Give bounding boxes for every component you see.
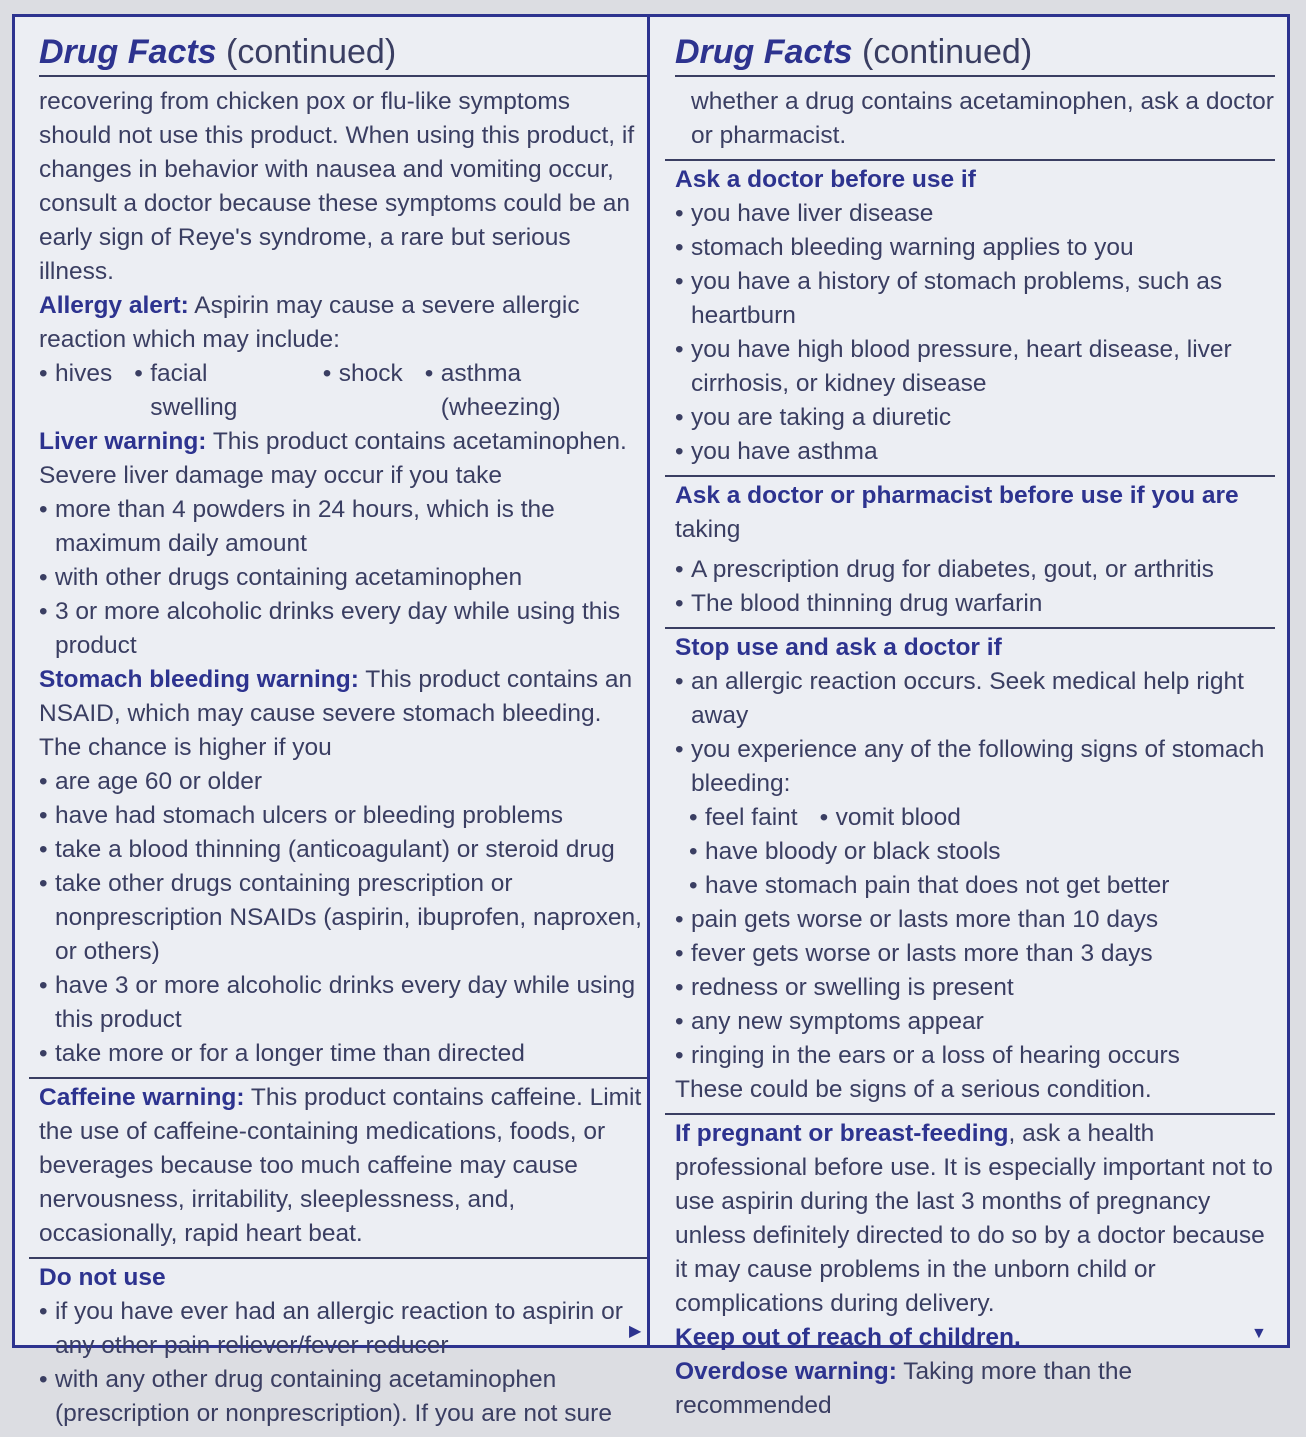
allergy-list — [39, 357, 647, 425]
list-item: • asthma (wheezing) — [424, 360, 561, 421]
keep-out-of-reach: Keep out of reach of children. — [675, 1324, 1021, 1351]
list-item: • facial swelling — [134, 360, 238, 421]
reye-text: recovering from chicken pox or flu-like symptoms should not use this product. When using this product, if changes in behavior with nausea and vomiting occur, consult a doctor because these symptoms could be an early sign of Reye's syndrome, a rare but serious illness. — [39, 88, 635, 285]
stomach-signs-row — [689, 801, 1275, 835]
ask-pharmacist-section — [665, 477, 1275, 629]
overdose-warning: Overdose warning: Taking more than the recommended — [675, 1358, 1133, 1419]
list-item: • you have a history of stomach problems, such as heartburn — [675, 268, 1223, 329]
list-item: • A prescription drug for diabetes, gout, or arthritis — [675, 556, 1214, 583]
caffeine-section — [29, 1079, 647, 1259]
continue-arrow-down-icon: ▼ — [1251, 1325, 1267, 1342]
list-item: • have stomach pain that does not get better — [689, 872, 1170, 899]
list-item: • have had stomach ulcers or bleeding problems — [39, 802, 563, 829]
list-item: • vomit blood — [819, 804, 961, 831]
list-item: • with any other drug containing acetaminophen (prescription or nonprescription). If you are not sure — [39, 1366, 612, 1427]
list-item: • fever gets worse or lasts more than 3 days — [675, 940, 1153, 967]
list-item: • with other drugs containing acetaminophen — [39, 564, 523, 591]
list-item: • pain gets worse or lasts more than 10 days — [675, 906, 1159, 933]
list-item: • if you have ever had an allergic reaction to aspirin or any other pain reliever/fever reducer — [39, 1298, 623, 1359]
list-item: • have 3 or more alcoholic drinks every day while using this product — [39, 972, 636, 1033]
allergy-alert: Allergy alert: Aspirin may cause a severe allergic reaction which may include: — [39, 292, 580, 353]
list-item: • you have high blood pressure, heart disease, liver cirrhosis, or kidney disease — [675, 336, 1232, 397]
liver-list — [39, 493, 647, 663]
list-item: • an allergic reaction occurs. Seek medical help right away — [675, 668, 1244, 729]
pregnancy-text: If pregnant or breast-feeding, ask a health professional before use. It is especially important not to use aspirin during the last 3 months of pregnancy unless definitely directed to do so by a doctor because it may cause problems in the unborn child or complications during delivery. — [675, 1120, 1273, 1317]
do-not-use-list — [39, 1295, 647, 1431]
stop-use-list-more — [675, 903, 1275, 1073]
right-intro-section — [665, 83, 1275, 161]
stop-use-list — [675, 665, 1275, 801]
continue-arrow-right-icon: ▶ — [629, 1323, 642, 1340]
stop-use-heading: Stop use and ask a doctor if — [675, 634, 1002, 661]
stomach-list — [39, 765, 647, 1071]
list-item: • feel faint — [689, 804, 798, 831]
list-item: • you have asthma — [675, 438, 878, 465]
caffeine-warning: Caffeine warning: This product contains caffeine. Limit the use of caffeine-containing medications, foods, or beverages because too much caffeine may cause nervousness, irritability, sleeplessness, and, occasionally, rapid heart beat. — [39, 1084, 642, 1247]
left-column — [29, 31, 647, 1427]
list-item: • ringing in the ears or a loss of hearing occurs — [675, 1042, 1180, 1069]
ask-pharmacist-heading: Ask a doctor or pharmacist before use if you are taking — [675, 482, 1239, 543]
list-item: • hives — [39, 360, 113, 387]
left-header: Drug Facts (continued) — [39, 31, 647, 77]
list-item: • redness or swelling is present — [675, 974, 1014, 1001]
stomach-signs-list — [689, 835, 1275, 903]
list-item: • any new symptoms appear — [675, 1008, 984, 1035]
list-item: • more than 4 powders in 24 hours, which is the maximum daily amount — [39, 496, 555, 557]
list-item: • you are taking a diuretic — [675, 404, 952, 431]
ask-pharmacist-list — [675, 553, 1275, 621]
acetaminophen-text: whether a drug contains acetaminophen, ask a doctor or pharmacist. — [691, 88, 1274, 149]
list-item: • take more or for a longer time than directed — [39, 1040, 525, 1067]
list-item: • have bloody or black stools — [689, 838, 1001, 865]
pregnancy-section — [665, 1115, 1275, 1429]
stop-use-section — [665, 629, 1275, 1115]
list-item: • you experience any of the following signs of stomach bleeding: — [675, 736, 1265, 797]
liver-warning: Liver warning: This product contains acetaminophen. Severe liver damage may occur if you take — [39, 428, 627, 489]
stomach-warning: Stomach bleeding warning: This product contains an NSAID, which may cause severe stomach bleeding. The chance is higher if you — [39, 666, 633, 761]
do-not-use-heading: Do not use — [39, 1264, 166, 1291]
list-item: • take other drugs containing prescription or nonprescription NSAIDs (aspirin, ibuprofen, naproxen, or others) — [39, 870, 642, 965]
right-header: Drug Facts (continued) — [675, 31, 1275, 77]
list-item: • 3 or more alcoholic drinks every day while using this product — [39, 598, 621, 659]
list-item: • take a blood thinning (anticoagulant) or steroid drug — [39, 836, 615, 863]
drug-facts-panel — [12, 14, 1290, 1427]
list-item: • The blood thinning drug warfarin — [675, 590, 1043, 617]
left-warnings-section — [29, 83, 647, 1079]
list-item: • are age 60 or older — [39, 768, 263, 795]
ask-doctor-section — [665, 161, 1275, 477]
list-item: • stomach bleeding warning applies to you — [675, 234, 1134, 261]
list-item: • shock — [322, 360, 403, 387]
serious-condition-text: These could be signs of a serious condition. — [675, 1076, 1152, 1103]
do-not-use-section — [29, 1259, 647, 1437]
right-column — [665, 31, 1275, 1419]
ask-doctor-heading: Ask a doctor before use if — [675, 166, 976, 193]
ask-doctor-list — [675, 197, 1275, 469]
column-divider — [647, 17, 650, 1345]
list-item: • you have liver disease — [675, 200, 934, 227]
